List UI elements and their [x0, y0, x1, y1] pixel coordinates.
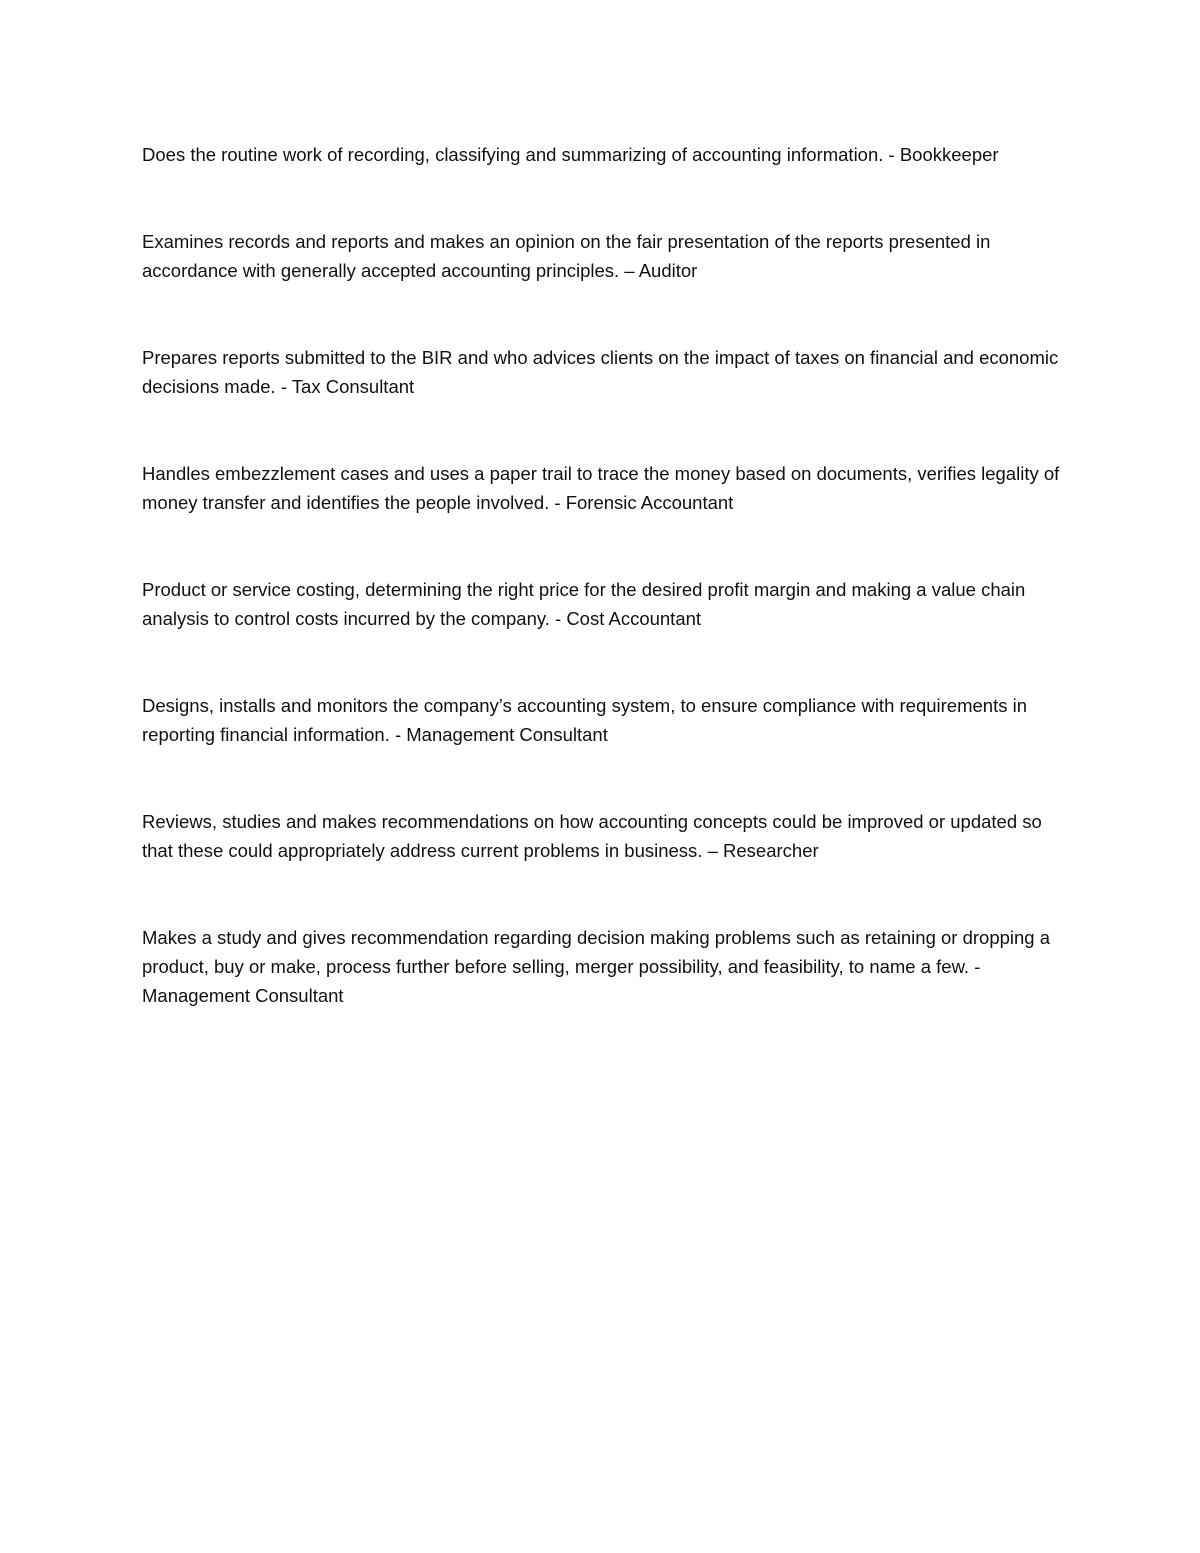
paragraph-tax-consultant: Prepares reports submitted to the BIR and who advices clients on the impact of taxes on financial and economic decisions made. - Tax Consultant: [142, 347, 1059, 397]
paragraph-management-consultant-system: Designs, installs and monitors the company’s accounting system, to ensure compliance with requirements in reporting financial information. - Management Consultant: [142, 695, 1028, 745]
paragraph-bookkeeper: Does the routine work of recording, classifying and summarizing of accounting information. - Bookkeeper: [142, 144, 999, 165]
paragraph-cost-accountant: Product or service costing, determining the right price for the desired profit margin and making a value chain analysis to control costs incurred by the company. - Cost Accountant: [142, 579, 1026, 629]
document-body: [142, 140, 1062, 1068]
paragraph-management-consultant-decisions: Makes a study and gives recommendation regarding decision making problems such as retaining or dropping a product, buy or make, process further before selling, merger possibility, and feasibility, to name a few. - Management Consultant: [142, 927, 1051, 1006]
paragraph-researcher: Reviews, studies and makes recommendations on how accounting concepts could be improved or updated so that these could appropriately address current problems in business. – Researcher: [142, 811, 1042, 861]
paragraph-forensic-accountant: Handles embezzlement cases and uses a paper trail to trace the money based on documents, verifies legality of money transfer and identifies the people involved. - Forensic Accountant: [142, 463, 1060, 513]
paragraph-auditor: Examines records and reports and makes an opinion on the fair presentation of the reports presented in accordance with generally accepted accounting principles. – Auditor: [142, 231, 991, 281]
